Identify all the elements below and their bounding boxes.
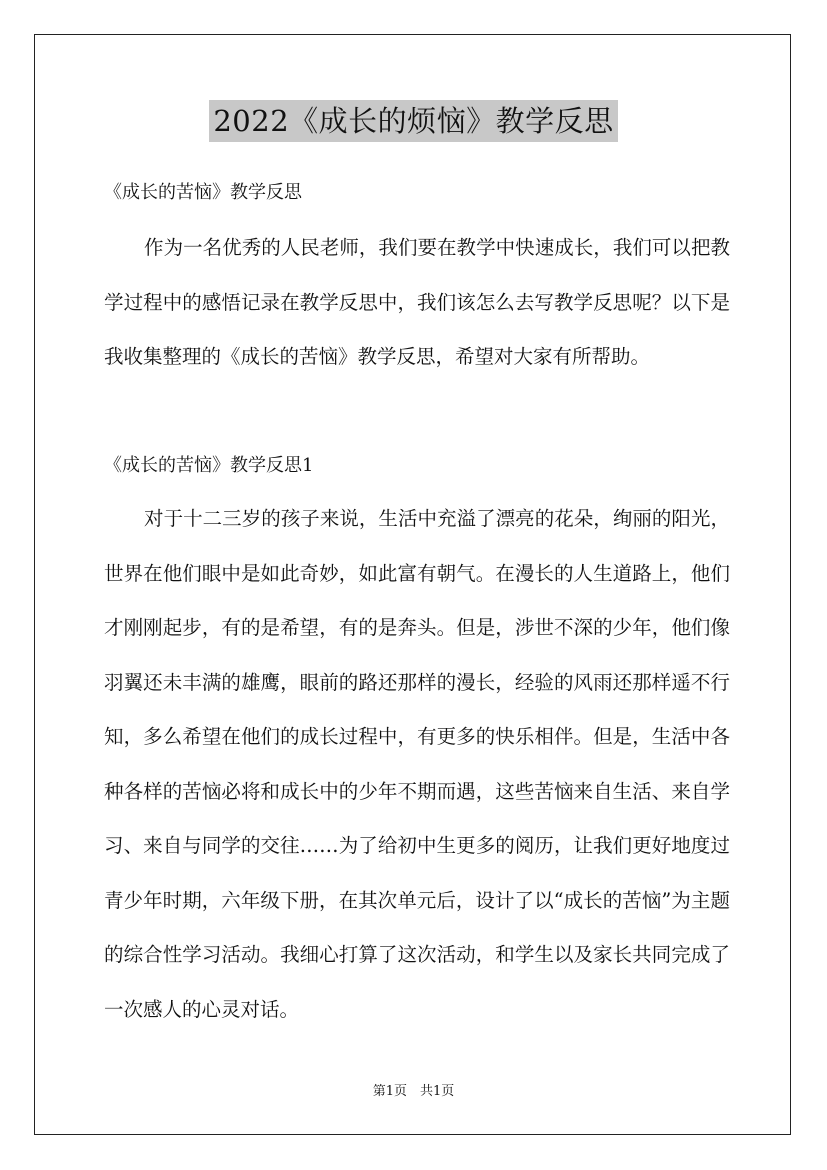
page-footer: 第1页 共1页: [372, 1084, 455, 1099]
document-title: 2022《成长的烦恼》教学反思: [209, 100, 617, 142]
section-1-heading: 《成长的苦恼》教学反思1: [104, 455, 314, 476]
section-1-text: 对于十二三岁的孩子来说，生活中充溢了漂亮的花朵，绚丽的阳光，世界在他们眼中是如此奇妙，如此富有朝气。在漫长的人生道路上，他们才刚刚起步，有的是希望，有的是奔头。但是，涉世不深的少年，他们像羽翼还未丰满的雄鹰，眼前的路还那样的漫长，经验的风雨还那样遥不行知，多么希望在他们的成长过程中，有更多的快乐相伴。但是，生活中各种各样的苦恼必将和成长中的少年不期而遇，这些苦恼来自生活、来自学习、来自与同学的交往……为了给初中生更多的阅历，让我们更好地度过青少年时期，六年级下册，在其次单元后，设计了以“成长的苦恼”为主题的综合性学习活动。我细心打算了这次活动，和学生以及家长共同完成了一次感人的心灵对话。: [104, 507, 730, 1021]
document-subtitle: 《成长的苦恼》教学反思: [104, 182, 302, 203]
title-container: [0, 100, 827, 142]
intro-paragraph: [104, 221, 730, 385]
section-1-paragraph: [104, 492, 730, 1037]
intro-text: 作为一名优秀的人民老师，我们要在教学中快速成长，我们可以把教学过程中的感悟记录在教学反思中，我们该怎么去写教学反思呢？以下是我收集整理的《成长的苦恼》教学反思，希望对大家有所帮助。: [104, 236, 730, 368]
